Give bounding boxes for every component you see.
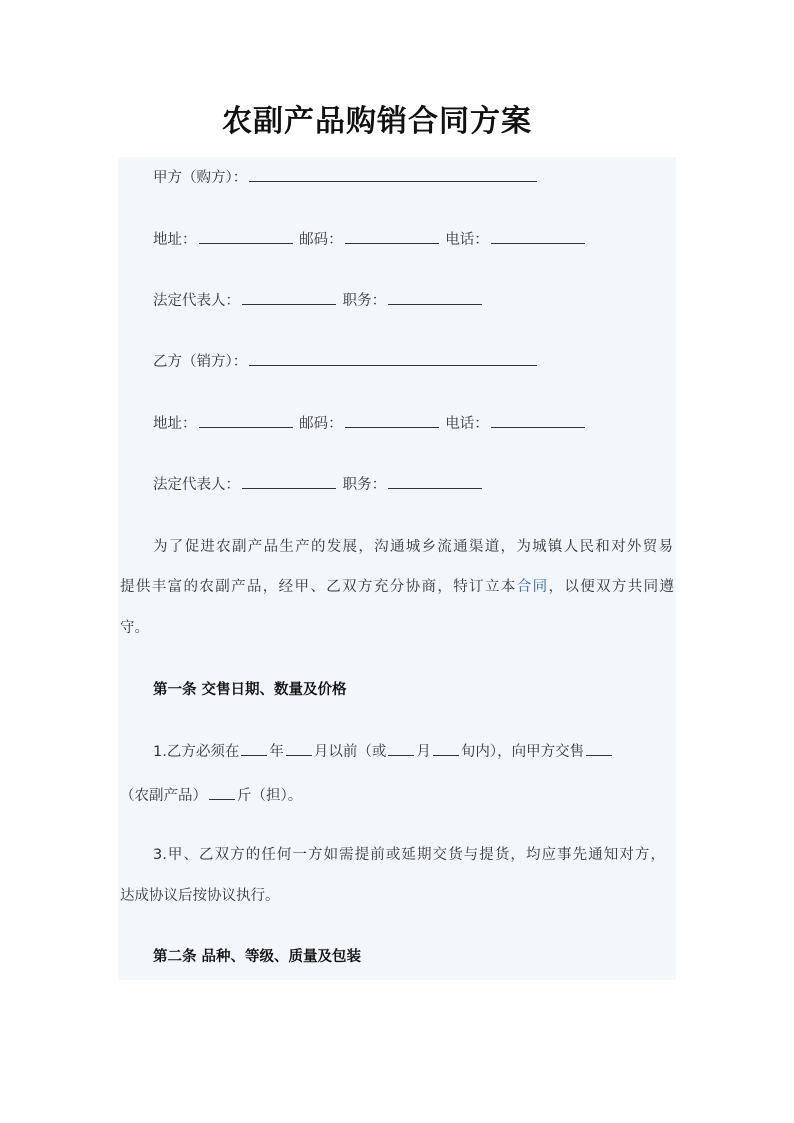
address-field[interactable] bbox=[199, 229, 293, 244]
position-label: 职务： bbox=[342, 477, 387, 493]
intro-line-1: 为了促进农副产品生产的发展，沟通城乡流通渠道，为城镇人民和对外贸易 bbox=[153, 539, 673, 555]
item-text: 月 bbox=[416, 744, 431, 760]
rep-label: 法定代表人： bbox=[153, 293, 240, 309]
intro-line-3: 守。 bbox=[120, 620, 149, 636]
postcode-field[interactable] bbox=[345, 229, 439, 244]
party-b-field[interactable] bbox=[249, 351, 537, 366]
position-field[interactable] bbox=[388, 474, 482, 489]
postcode-label: 邮码： bbox=[299, 416, 343, 432]
rep-label: 法定代表人： bbox=[153, 477, 240, 493]
article-1-item-1-cont bbox=[120, 785, 302, 806]
quantity-field[interactable] bbox=[209, 785, 235, 800]
intro-text: ，以便双方共同遵 bbox=[548, 579, 675, 595]
item-text: 月以前（或 bbox=[313, 744, 387, 760]
intro-line-2 bbox=[120, 577, 674, 597]
rep-field[interactable] bbox=[242, 474, 336, 489]
item-text: 斤（担）。 bbox=[237, 788, 303, 804]
phone-label: 电话： bbox=[445, 232, 489, 248]
phone-field[interactable] bbox=[491, 229, 585, 244]
party-b-rep-line bbox=[153, 474, 484, 495]
party-b-address-line bbox=[153, 413, 587, 434]
party-b-line bbox=[153, 351, 539, 372]
phone-field[interactable] bbox=[491, 413, 585, 428]
article-1-heading: 第一条 交售日期、数量及价格 bbox=[153, 682, 347, 698]
product-field[interactable] bbox=[586, 741, 612, 756]
rep-field[interactable] bbox=[242, 290, 336, 305]
party-a-address-line bbox=[153, 229, 587, 250]
month-field[interactable] bbox=[286, 741, 312, 756]
intro-text: 提供丰富的农副产品，经甲、乙双方充分协商，特订立本 bbox=[120, 579, 517, 595]
position-label: 职务： bbox=[342, 293, 387, 309]
party-a-line bbox=[153, 167, 539, 188]
item-text: （农副产品） bbox=[120, 788, 207, 804]
item-text: 旬内），向甲方交售 bbox=[460, 744, 585, 760]
postcode-field[interactable] bbox=[345, 413, 439, 428]
alt-month-field[interactable] bbox=[388, 741, 414, 756]
item-text: 年 bbox=[269, 744, 284, 760]
document-body bbox=[118, 157, 676, 980]
address-label: 地址： bbox=[153, 232, 197, 248]
party-a-rep-line bbox=[153, 290, 484, 311]
postcode-label: 邮码： bbox=[299, 232, 343, 248]
article-2-heading: 第二条 品种、等级、质量及包装 bbox=[153, 949, 362, 965]
party-a-field[interactable] bbox=[249, 167, 537, 182]
document-title: 农副产品购销合同方案 bbox=[222, 104, 532, 139]
article-1-item-3-line-2: 达成协议后按协议执行。 bbox=[120, 888, 280, 904]
address-field[interactable] bbox=[199, 413, 293, 428]
year-field[interactable] bbox=[241, 741, 267, 756]
phone-label: 电话： bbox=[445, 416, 489, 432]
article-1-item-3-line-1: 3.甲、乙双方的任何一方如需提前或延期交货与提货，均应事先通知对方， bbox=[153, 847, 665, 863]
party-a-label: 甲方（购方）： bbox=[153, 170, 248, 186]
item-text: 1.乙方必须在 bbox=[153, 744, 240, 760]
period-field[interactable] bbox=[433, 741, 459, 756]
address-label: 地址： bbox=[153, 416, 197, 432]
contract-link[interactable]: 合同 bbox=[516, 579, 549, 595]
party-b-label: 乙方（销方）： bbox=[153, 354, 248, 370]
article-1-item-1 bbox=[153, 741, 614, 762]
position-field[interactable] bbox=[388, 290, 482, 305]
